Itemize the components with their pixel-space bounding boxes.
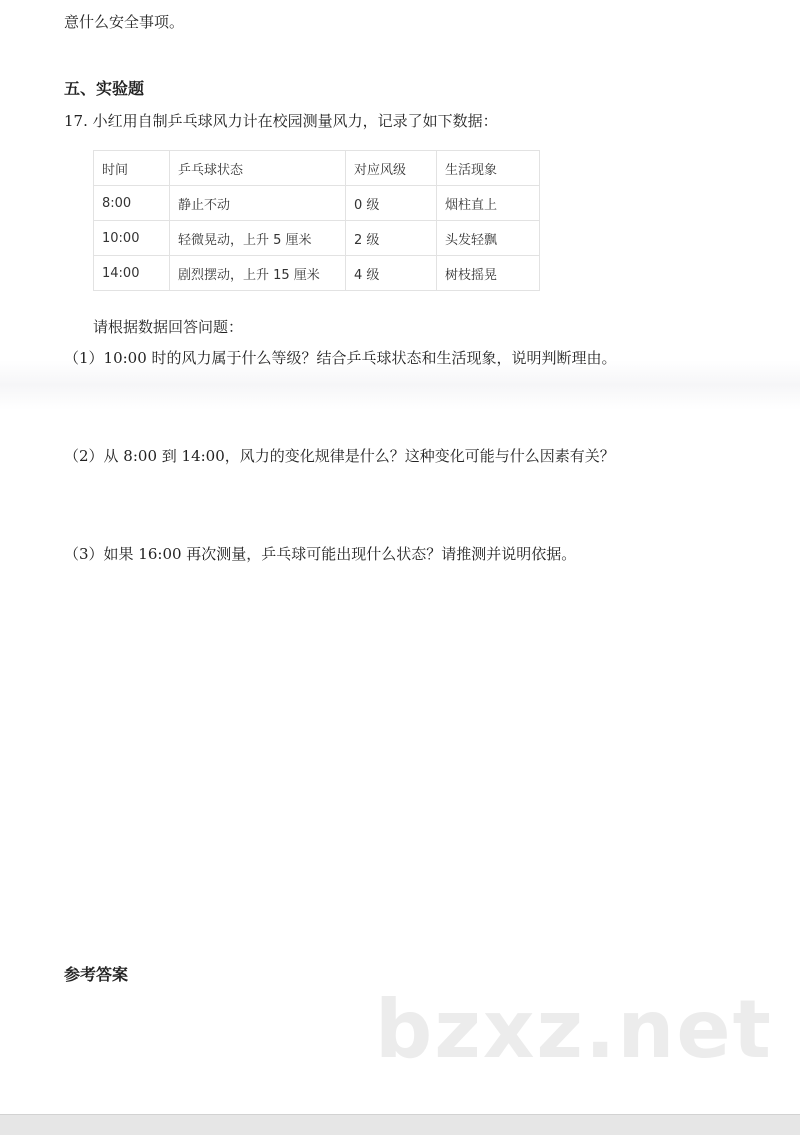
table-header-row	[94, 151, 540, 186]
table-cell: 剧烈摆动，上升 15 厘米	[170, 256, 346, 291]
table-cell: 10:00	[94, 221, 170, 256]
table-cell: 0 级	[346, 186, 437, 221]
bottom-scroll-bar[interactable]	[0, 1114, 800, 1135]
answer-heading: 参考答案	[64, 965, 129, 984]
table-row	[94, 221, 540, 256]
table-header-cell: 对应风级	[346, 151, 437, 186]
table-cell: 烟柱直上	[437, 186, 540, 221]
table-cell: 静止不动	[170, 186, 346, 221]
table-row	[94, 186, 540, 221]
question-stem: 17. 小红用自制乒乓球风力计在校园测量风力，记录了如下数据：	[64, 112, 498, 130]
table-row	[94, 256, 540, 291]
table-cell: 4 级	[346, 256, 437, 291]
table-cell: 2 级	[346, 221, 437, 256]
table-cell: 8:00	[94, 186, 170, 221]
table-cell: 14:00	[94, 256, 170, 291]
sub-question-1: （1）10:00 时的风力属于什么等级？结合乒乓球状态和生活现象，说明判断理由。	[64, 349, 617, 367]
sub-question-2: （2）从 8:00 到 14:00，风力的变化规律是什么？这种变化可能与什么因素有关？	[64, 447, 615, 465]
data-table	[93, 150, 540, 291]
table-cell: 头发轻飘	[437, 221, 540, 256]
previous-question-tail: 意什么安全事项。	[64, 13, 185, 31]
table-header-cell: 时间	[94, 151, 170, 186]
question-prompt: 请根据数据回答问题：	[93, 318, 244, 336]
sub-question-3: （3）如果 16:00 再次测量，乒乓球可能出现什么状态？请推测并说明依据。	[64, 545, 577, 563]
table-cell: 轻微晃动，上升 5 厘米	[170, 221, 346, 256]
table-header-cell: 乒乓球状态	[170, 151, 346, 186]
section-heading: 五、实验题	[64, 79, 145, 98]
watermark: bzxz.net	[375, 983, 773, 1076]
table-cell: 树枝摇晃	[437, 256, 540, 291]
table-header-cell: 生活现象	[437, 151, 540, 186]
